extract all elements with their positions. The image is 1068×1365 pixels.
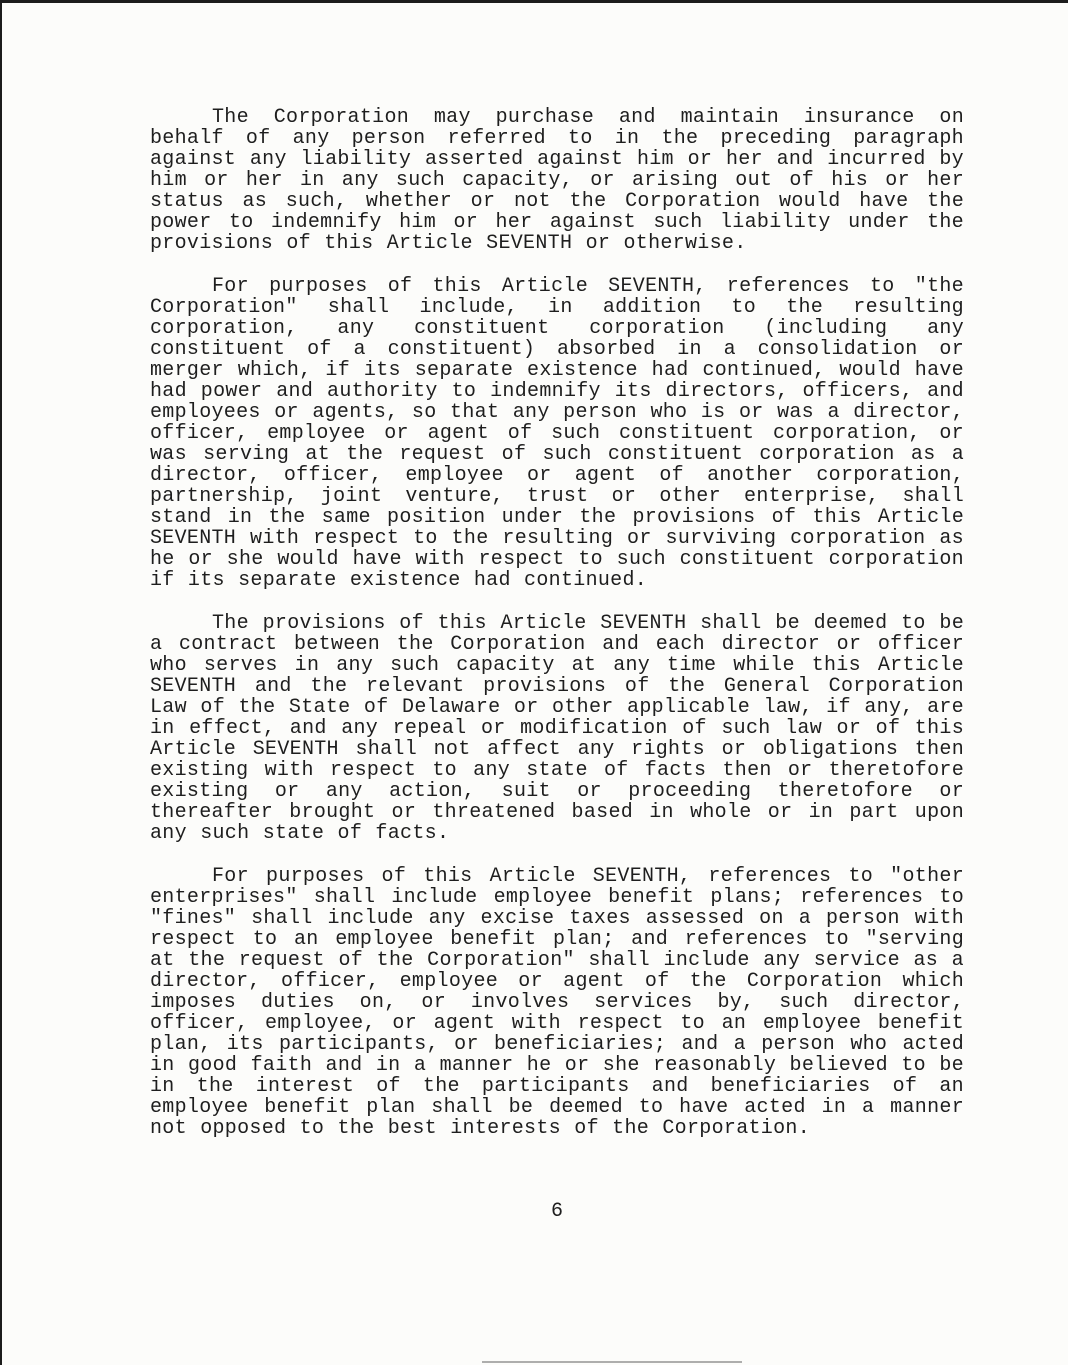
paragraph-contract-provisions: The provisions of this Article SEVENTH shall be deemed to be a contract between the Corporation and each director or officer who serves in any such capacity at any time while this Article SEVENTH and the relevant provisions of the General Corporation Law of the State of Delaware or other applicable law, if any, are in effect, and any repeal or modification of such law or of this Article SEVENTH shall not affect any rights or obligations then existing with respect to any state of facts then or theretofore existing or any action, suit or proceeding theretofore or thereafter brought or threatened based in whole or in part upon any such state of facts.: [150, 612, 964, 845]
paragraph-other-enterprises: For purposes of this Article SEVENTH, references to "other enterprises" shall include employee benefit plans; references to "fines" shall include any excise taxes assessed on a person with respect to an employee benefit plan; and references to "serving at the request of the Corporation" shall include any service as a director, officer, employee or agent of the Corporation which imposes duties on, or involves services by, such director, officer, employee, or agent with respect to an employee benefit plan, its participants, or beneficiaries; and a person who acted in good faith and in a manner he or she reasonably believed to be in the interest of the participants and beneficiaries of an employee benefit plan shall be deemed to have acted in a manner not opposed to the best interests of the Corporation.: [150, 865, 964, 1140]
document-text-block: [150, 107, 964, 1161]
paragraph-insurance: The Corporation may purchase and maintain insurance on behalf of any person referred to in the preceding paragraph against any liability asserted against him or her and incurred by him or her in any such capacity, or arising out of his or her status as such, whether or not the Corporation would have the power to indemnify him or her against such liability under the provisions of this Article SEVENTH or otherwise.: [150, 106, 964, 255]
page-number: 6: [550, 1200, 563, 1223]
paragraph-constituent-corporation: For purposes of this Article SEVENTH, references to "the Corporation" shall include, in addition to the resulting corporation, any constituent corporation (including any constituent of a constituent) absorbed in a consolidation or merger which, if its separate existence had continued, would have had power and authority to indemnify its directors, officers, and employees or agents, so that any person who is or was a director, officer, employee or agent of such constituent corporation, or was serving at the request of such constituent corporation as a director, officer, employee or agent of another corporation, partnership, joint venture, trust or other enterprise, shall stand in the same position under the provisions of this Article SEVENTH with respect to the resulting or surviving corporation as he or she would have with respect to such constituent corporation if its separate existence had continued.: [150, 275, 964, 592]
